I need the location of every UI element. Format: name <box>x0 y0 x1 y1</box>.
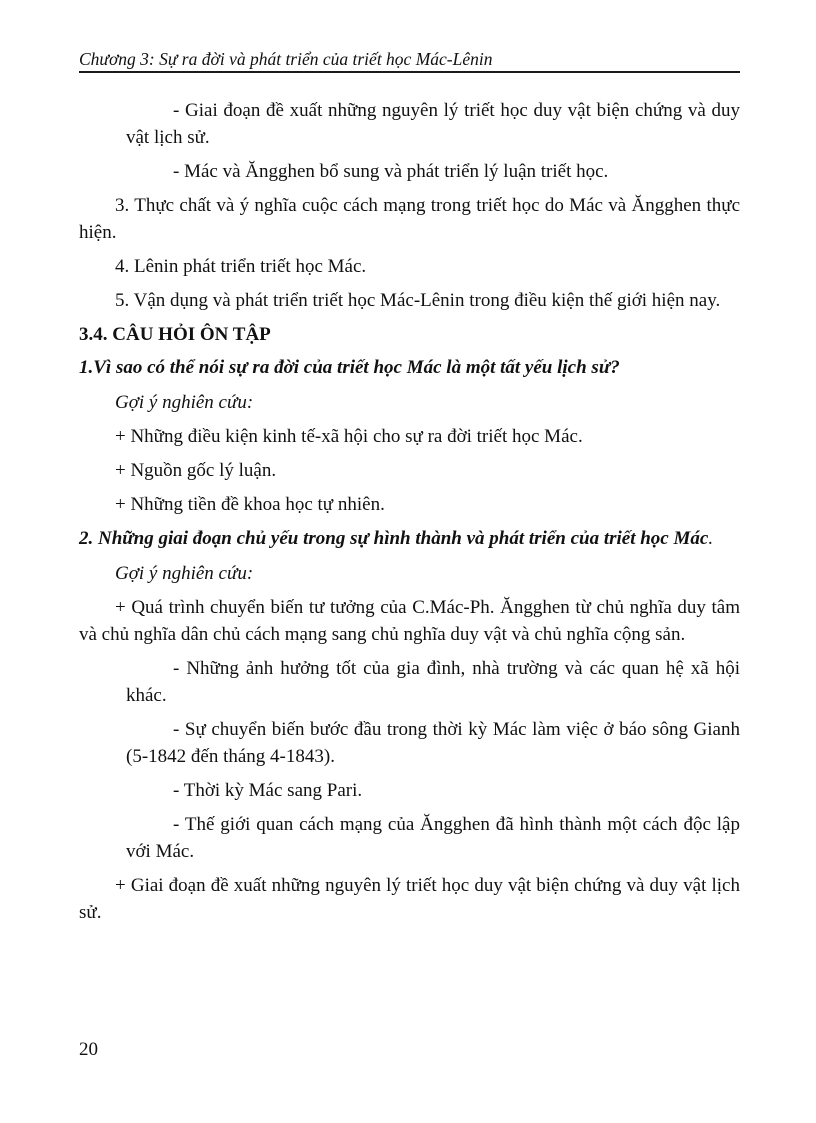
question-1-hint-label: Gợi ý nghiên cứu: <box>115 392 254 413</box>
question-2-title <box>79 525 740 552</box>
intro-subitem: - Giai đoạn đề xuất những nguyên lý triết học duy vật biện chứng và duy vật lịch sử. <box>126 100 740 148</box>
numbered-item: 4. Lênin phát triển triết học Mác. <box>115 256 367 277</box>
question-2-subpoint: - Sự chuyển biến bước đầu trong thời kỳ Mác làm việc ở báo sông Gianh (5-1842 đến tháng 4-1843). <box>126 719 740 767</box>
question-2-subpoint: - Thời kỳ Mác sang Pari. <box>173 780 363 801</box>
page-body <box>79 97 740 933</box>
question-2-title-tail: . <box>708 528 714 549</box>
question-2-hint-label: Gợi ý nghiên cứu: <box>115 563 254 584</box>
running-header <box>79 49 740 73</box>
question-1-title: 1.Vì sao có thể nói sự ra đời của triết học Mác là một tất yếu lịch sử? <box>79 357 620 378</box>
intro-subitem: - Mác và Ăngghen bổ sung và phát triển lý luận triết học. <box>173 161 609 182</box>
question-2-subpoint: - Những ảnh hưởng tốt của gia đình, nhà trường và các quan hệ xã hội khác. <box>126 658 740 706</box>
numbered-item: 3. Thực chất và ý nghĩa cuộc cách mạng trong triết học do Mác và Ăngghen thực hiện. <box>79 195 740 243</box>
question-1-point: + Nguồn gốc lý luận. <box>115 460 277 481</box>
numbered-item: 5. Vận dụng và phát triển triết học Mác-Lênin trong điều kiện thế giới hiện nay. <box>115 290 721 311</box>
question-2-point: + Giai đoạn đề xuất những nguyên lý triết học duy vật biện chứng và duy vật lịch sử. <box>79 875 740 923</box>
page-number: 20 <box>79 1039 98 1060</box>
question-2-subpoint: - Thế giới quan cách mạng của Ăngghen đã hình thành một cách độc lập với Mác. <box>126 814 740 862</box>
question-2-point: + Quá trình chuyển biến tư tưởng của C.Mác-Ph. Ăngghen từ chủ nghĩa duy tâm và chủ nghĩa dân chủ cách mạng sang chủ nghĩa duy vật và chủ nghĩa cộng sản. <box>79 597 740 645</box>
question-1-point: + Những tiền đề khoa học tự nhiên. <box>115 494 385 515</box>
question-1-point: + Những điều kiện kinh tế-xã hội cho sự ra đời triết học Mác. <box>115 426 583 447</box>
question-2-title-text: 2. Những giai đoạn chủ yếu trong sự hình thành và phát triển của triết học Mác <box>79 528 709 549</box>
section-title: 3.4. CÂU HỎI ÔN TẬP <box>79 324 271 345</box>
running-header-title: Chương 3: Sự ra đời và phát triển của triết học Mác-Lênin <box>79 49 493 69</box>
